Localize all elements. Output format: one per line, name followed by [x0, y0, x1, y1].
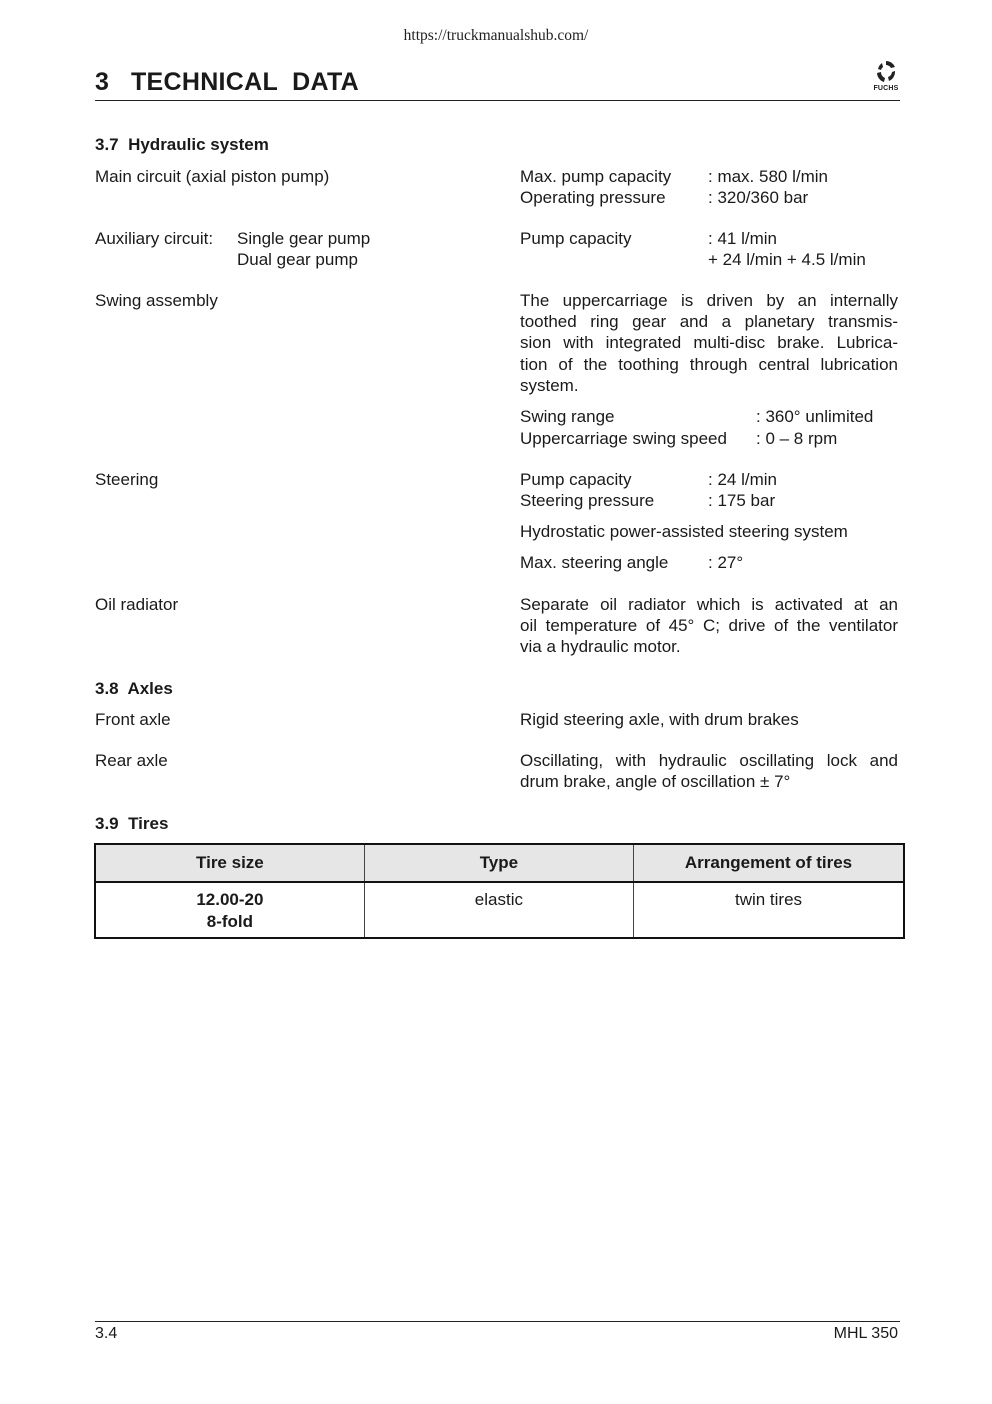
spec-value: : 175 bar	[708, 491, 776, 510]
spec-key: Operating pressure	[520, 188, 666, 207]
swing-assembly-label: Swing assembly	[95, 291, 218, 310]
spec-value: : 27°	[708, 553, 744, 572]
rear-axle-description	[520, 750, 898, 792]
paragraph-line: via a hydraulic motor.	[520, 637, 681, 657]
header-rule	[95, 100, 900, 101]
spec-value: : 320/360 bar	[708, 188, 809, 207]
paragraph-line: system.	[520, 375, 579, 395]
tire-ply-line: 8-fold	[206, 912, 254, 931]
oil-radiator-label: Oil radiator	[95, 595, 179, 614]
paragraph-line: tion of the toothing through central lubrication	[520, 354, 898, 374]
spec-key: Pump capacity	[520, 470, 632, 489]
paragraph-line: toothed ring gear and a planetary transmis-	[520, 312, 898, 332]
rear-axle-label: Rear axle	[95, 751, 168, 770]
auxiliary-circuit-label: Auxiliary circuit:	[95, 229, 214, 248]
oil-radiator-description	[520, 594, 898, 658]
spec-key: Uppercarriage swing speed	[520, 429, 727, 448]
chapter-title: 3 TECHNICAL DATA	[95, 68, 360, 96]
column-header: Arrangement of tires	[634, 844, 904, 882]
page-number: 3.4	[95, 1325, 118, 1342]
swing-description	[520, 290, 898, 396]
source-url: https://truckmanualshub.com/	[403, 27, 589, 44]
paragraph-line: Separate oil radiator which is activated at an	[520, 595, 898, 614]
spec-key: Pump capacity	[520, 229, 632, 248]
paragraph-line: Oscillating, with hydraulic oscillating lock and	[520, 751, 898, 770]
section-heading-hydraulic: 3.7 Hydraulic system	[95, 135, 269, 154]
dual-gear-pump-label: Dual gear pump	[237, 250, 358, 269]
spec-key: Steering pressure	[520, 491, 655, 510]
tire-size-line: 12.00-20	[196, 890, 264, 909]
spec-value: : 360° unlimited	[756, 407, 874, 426]
column-header: Tire size	[95, 844, 364, 882]
paragraph-line: drum brake, angle of oscillation ± 7°	[520, 772, 791, 792]
spec-key: Max. pump capacity	[520, 167, 672, 186]
logo-text: FUCHS	[873, 85, 899, 92]
front-axle-label: Front axle	[95, 710, 171, 729]
steering-label: Steering	[95, 470, 159, 489]
paragraph-line: oil temperature of 45° C; drive of the ventilator	[520, 616, 898, 636]
spec-value: : 24 l/min	[708, 470, 777, 489]
spec-value: + 24 l/min + 4.5 l/min	[708, 250, 866, 269]
table-header-row	[95, 844, 904, 882]
paragraph-line: The uppercarriage is driven by an internally	[520, 291, 898, 310]
fuchs-logo	[866, 58, 906, 96]
column-header: Type	[364, 844, 633, 882]
single-gear-pump-label: Single gear pump	[237, 229, 371, 248]
paragraph-line: sion with integrated multi-disc brake. Lubrica-	[520, 333, 898, 353]
spec-value: : 0 – 8 rpm	[756, 429, 838, 448]
steering-note: Hydrostatic power-assisted steering system	[520, 522, 848, 541]
tire-size-cell	[95, 882, 364, 938]
spec-value: : max. 580 l/min	[708, 167, 828, 186]
tire-arrangement-cell: twin tires	[634, 882, 904, 938]
tire-type-cell: elastic	[364, 882, 633, 938]
front-axle-description: Rigid steering axle, with drum brakes	[520, 710, 799, 729]
spec-value: : 41 l/min	[708, 229, 777, 248]
tires-table	[94, 843, 905, 939]
main-circuit-label: Main circuit (axial piston pump)	[95, 167, 330, 186]
model-name: MHL 350	[833, 1325, 898, 1342]
spec-key: Max. steering angle	[520, 553, 669, 572]
section-heading-axles: 3.8 Axles	[95, 679, 173, 698]
spec-key: Swing range	[520, 407, 615, 426]
footer-rule	[95, 1321, 900, 1322]
section-heading-tires: 3.9 Tires	[95, 814, 169, 833]
table-row	[95, 882, 904, 938]
fuchs-logo-icon	[866, 58, 906, 86]
